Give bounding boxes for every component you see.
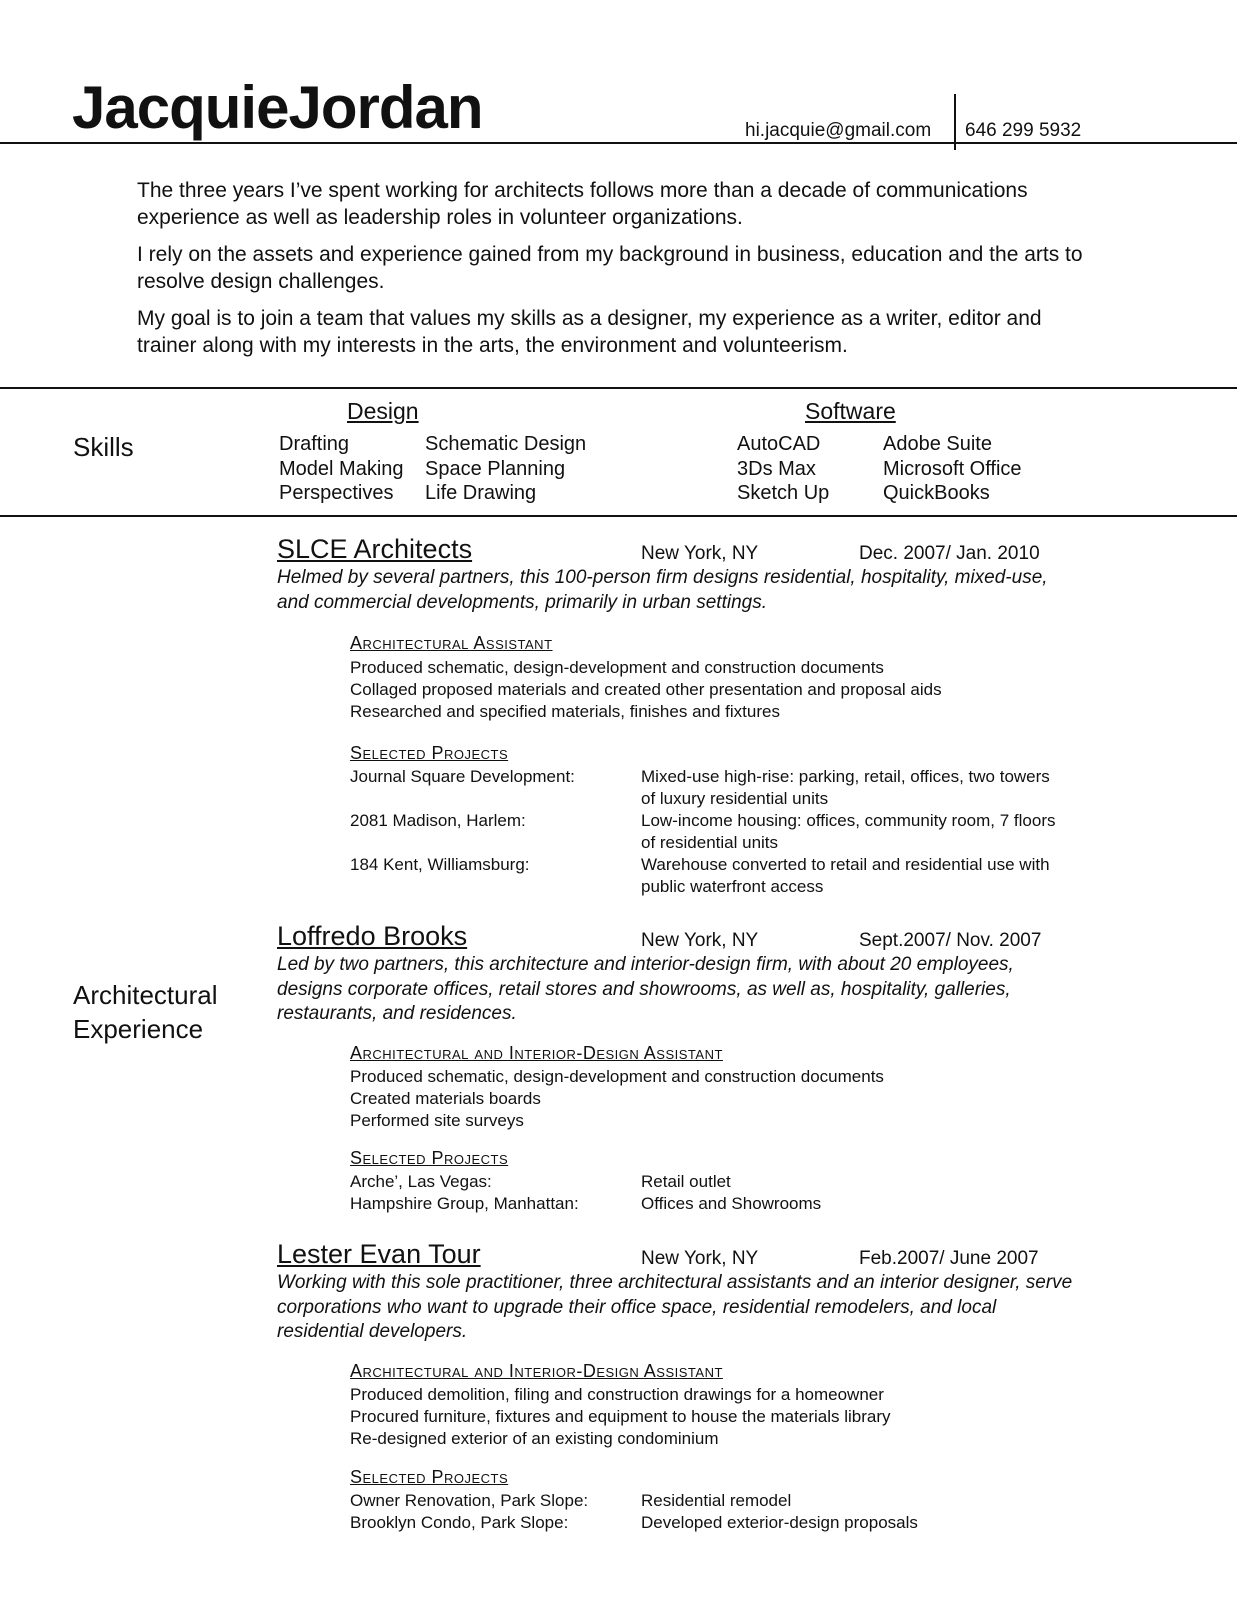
firm-name: SLCE Architects [277, 534, 473, 564]
design-skills-col-1 [279, 432, 404, 506]
email-address[interactable]: hi.jacquie@gmail.com [745, 120, 932, 141]
project-name: 2081 Madison, Harlem: [350, 811, 526, 830]
duty-item: Collaged proposed materials and created other presentation and proposal aids [350, 680, 942, 699]
project-name: Arche’, Las Vegas: [350, 1172, 492, 1191]
job-role: Architectural Assistant [350, 633, 553, 653]
skill-item: Model Making [279, 457, 404, 480]
duty-item: Performed site surveys [350, 1111, 524, 1130]
duty-item: Procured furniture, fixtures and equipment to house the materials library [350, 1407, 891, 1426]
intro-summary [137, 177, 1097, 369]
duty-item: Created materials boards [350, 1089, 541, 1108]
duty-item: Researched and specified materials, finishes and fixtures [350, 702, 780, 721]
section-divider [0, 387, 1237, 389]
project-name: 184 Kent, Williamsburg: [350, 855, 530, 874]
software-skills-col-1 [737, 432, 829, 506]
intro-paragraph: The three years I’ve spent working for architects follows more than a decade of communications experience as well as leadership roles in volunteer organizations. [137, 179, 1028, 229]
employment-dates: Dec. 2007/ Jan. 2010 [859, 543, 1040, 564]
duty-item: Produced schematic, design-development and construction documents [350, 1067, 884, 1086]
software-skills-heading: Software [805, 398, 896, 424]
phone-number: 646 299 5932 [965, 120, 1082, 141]
header-rule [0, 142, 1237, 144]
duty-item: Produced schematic, design-development and construction documents [350, 658, 884, 677]
skill-item: Adobe Suite [883, 433, 992, 455]
firm-location: New York, NY [641, 930, 759, 951]
skill-item: Microsoft Office [883, 457, 1022, 480]
firm-description: Led by two partners, this architecture and interior-design firm, with about 20 employees, designs corporate offices, retail stores and showrooms, as well as, hospitality, galleries, restaurants, and residences. [277, 954, 1014, 1024]
experience-label [73, 978, 218, 1046]
project-name: Hampshire Group, Manhattan: [350, 1194, 579, 1213]
duties-list [350, 1066, 884, 1132]
section-divider [0, 515, 1237, 517]
project-description: Low-income housing: offices, community room, 7 floors of residential units [641, 811, 1056, 852]
firm-description: Helmed by several partners, this 100-person firm designs residential, hospitality, mixed-use, and commercial developments, primarily in urban settings. [277, 567, 1048, 613]
experience-label-line: Architectural [73, 980, 218, 1010]
duty-item: Re-designed exterior of an existing condominium [350, 1429, 719, 1448]
design-skills-heading: Design [347, 398, 419, 424]
firm-name: Lester Evan Tour [277, 1239, 481, 1269]
duty-item: Produced demolition, filing and construction drawings for a homeowner [350, 1385, 884, 1404]
skill-item: 3Ds Max [737, 457, 816, 480]
employment-dates: Feb.2007/ June 2007 [859, 1248, 1039, 1269]
skill-item: QuickBooks [883, 482, 990, 504]
experience-label-line: Experience [73, 1014, 204, 1044]
duties-list [350, 657, 942, 723]
projects-heading: Selected Projects [350, 1148, 509, 1168]
design-skills-col-2 [425, 432, 586, 506]
firm-description: Working with this sole practitioner, three architectural assistants and an interior designer, serve corporations who want to upgrade their office space, residential remodelers, and local residential developers. [277, 1272, 1073, 1342]
project-description: Warehouse converted to retail and residential use with public waterfront access [641, 855, 1050, 896]
firm-location: New York, NY [641, 543, 759, 564]
project-description: Offices and Showrooms [641, 1194, 822, 1213]
skill-item: Sketch Up [737, 482, 830, 504]
skills-label: Skills [73, 432, 134, 462]
software-skills-col-2 [883, 432, 1022, 506]
skill-item: Schematic Design [425, 433, 587, 455]
skill-item: Life Drawing [425, 482, 537, 504]
candidate-name: JacquieJordan [72, 74, 483, 141]
project-name: Journal Square Development: [350, 767, 575, 786]
projects-heading: Selected Projects [350, 743, 509, 763]
job-role: Architectural and Interior-Design Assistant [350, 1043, 723, 1063]
skill-item: AutoCAD [737, 433, 821, 455]
project-description: Mixed-use high-rise: parking, retail, offices, two towers of luxury residential units [641, 767, 1050, 808]
project-description: Developed exterior-design proposals [641, 1513, 918, 1532]
job-role: Architectural and Interior-Design Assistant [350, 1361, 723, 1381]
project-name: Brooklyn Condo, Park Slope: [350, 1513, 569, 1532]
skill-item: Space Planning [425, 457, 566, 480]
firm-name: Loffredo Brooks [277, 921, 468, 951]
project-description: Residential remodel [641, 1491, 792, 1510]
projects-heading: Selected Projects [350, 1467, 509, 1487]
skill-item: Drafting [279, 433, 350, 455]
firm-location: New York, NY [641, 1248, 759, 1269]
project-description: Retail outlet [641, 1172, 731, 1191]
intro-paragraph: I rely on the assets and experience gained from my background in business, education and the arts to resolve design challenges. [137, 243, 1083, 293]
employment-dates: Sept.2007/ Nov. 2007 [859, 930, 1042, 951]
duties-list [350, 1384, 891, 1450]
skill-item: Perspectives [279, 482, 394, 504]
project-name: Owner Renovation, Park Slope: [350, 1491, 589, 1510]
intro-paragraph: My goal is to join a team that values my skills as a designer, my experience as a writer, editor and trainer along with my interests in the arts, the environment and volunteerism. [137, 307, 1042, 357]
